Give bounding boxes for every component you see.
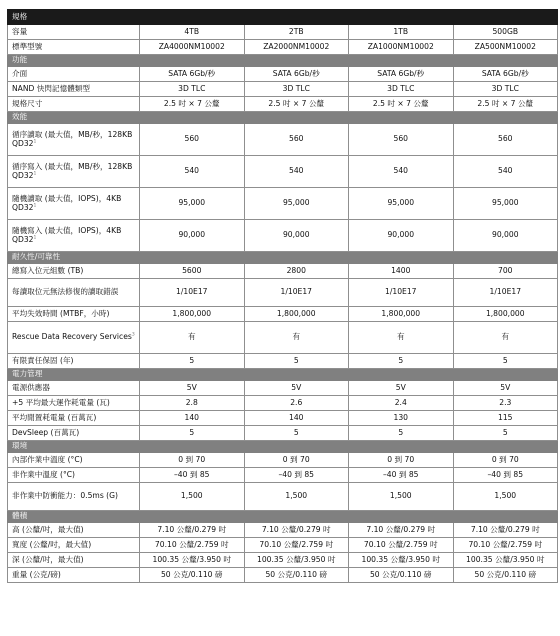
row-label: [8, 322, 140, 354]
cell-value: 有: [349, 322, 454, 354]
row-label-text: +5 平均最大運作耗電量 (瓦): [12, 397, 110, 407]
row-label-text: 深 (公釐/吋，最大值): [12, 554, 84, 564]
cell-value: 1,800,000: [140, 307, 245, 322]
cell-value: 100.35 公釐/3.950 吋: [140, 553, 245, 568]
row-label-text: DevSleep (百萬瓦): [12, 427, 80, 437]
cell-value: 50 公克/0.110 磅: [349, 568, 454, 583]
cell-value: 2.5 吋 × 7 公釐: [349, 97, 454, 112]
footnote-marker: 3: [131, 332, 135, 338]
model-1tb: ZA1000NM10002: [349, 40, 454, 55]
cell-value: 5: [349, 426, 454, 441]
table-row: [8, 483, 558, 511]
footnote-marker: 1: [33, 202, 37, 208]
table-row: [8, 67, 558, 82]
cell-value: 540: [140, 156, 245, 188]
table-row: [8, 97, 558, 112]
section-header: [8, 369, 558, 381]
table-row: [8, 220, 558, 252]
capacity-1tb: 1TB: [349, 25, 454, 40]
cell-value: 70.10 公釐/2.759 吋: [140, 538, 245, 553]
cell-value: 0 到 70: [140, 453, 245, 468]
row-label: [8, 483, 140, 511]
cell-value: 有: [244, 322, 349, 354]
cell-value: 3D TLC: [244, 82, 349, 97]
cell-value: 560: [453, 124, 558, 156]
cell-value: SATA 6Gb/秒: [140, 67, 245, 82]
table-row: [8, 354, 558, 369]
table-row: [8, 411, 558, 426]
model-4tb: ZA4000NM10002: [140, 40, 245, 55]
cell-value: SATA 6Gb/秒: [349, 67, 454, 82]
row-label-text: 每讀取位元無法修復的讀取錯誤: [12, 287, 119, 297]
row-label-text: 平均失效時間 (MTBF，小時): [12, 308, 110, 318]
row-label-text: 高 (公釐/吋，最大值): [12, 524, 84, 534]
cell-value: 90,000: [349, 220, 454, 252]
section-title: 功能: [8, 55, 558, 67]
cell-value: 2.3: [453, 396, 558, 411]
row-label: [8, 396, 140, 411]
row-label: [8, 220, 140, 252]
section-title: 電力管理: [8, 369, 558, 381]
model-2tb: ZA2000NM10002: [244, 40, 349, 55]
cell-value: 90,000: [453, 220, 558, 252]
table-row: [8, 568, 558, 583]
row-label-text: 隨機寫入 (最大值，IOPS)，4KB QD32: [12, 225, 122, 244]
cell-value: 1,800,000: [244, 307, 349, 322]
cell-value: 2.5 吋 × 7 公釐: [453, 97, 558, 112]
cell-value: 1,500: [244, 483, 349, 511]
row-label: [8, 188, 140, 220]
row-label-text: 隨機讀取 (最大值，IOPS)，4KB QD32: [12, 193, 122, 212]
cell-value: 5V: [140, 381, 245, 396]
row-label-text: 寬度 (公釐/吋，最大值): [12, 539, 92, 549]
row-label-text: 規格尺寸: [12, 98, 43, 108]
cell-value: –40 到 85: [349, 468, 454, 483]
cell-value: 1/10E17: [140, 279, 245, 307]
title-row: [8, 10, 558, 25]
cell-value: –40 到 85: [140, 468, 245, 483]
cell-value: 2.5 吋 × 7 公釐: [244, 97, 349, 112]
table-row: [8, 426, 558, 441]
cell-value: 7.10 公釐/0.279 吋: [244, 523, 349, 538]
model-500gb: ZA500NM10002: [453, 40, 558, 55]
cell-value: –40 到 85: [244, 468, 349, 483]
row-label-text: 總寫入位元組數 (TB): [12, 265, 84, 275]
cell-value: 2.4: [349, 396, 454, 411]
table-row: [8, 396, 558, 411]
row-label: [8, 538, 140, 553]
table-row: [8, 279, 558, 307]
cell-value: 115: [453, 411, 558, 426]
row-label: [8, 468, 140, 483]
cell-value: 100.35 公釐/3.950 吋: [244, 553, 349, 568]
cell-value: 5: [244, 426, 349, 441]
row-label-text: 平均閒置耗電量 (百萬瓦): [12, 412, 97, 422]
cell-value: 5600: [140, 264, 245, 279]
cell-value: 有: [453, 322, 558, 354]
row-label-text: 非作業中防衝能力：0.5ms (G): [12, 491, 118, 501]
table-row: [8, 468, 558, 483]
cell-value: 95,000: [453, 188, 558, 220]
cell-value: 560: [140, 124, 245, 156]
table-row: [8, 538, 558, 553]
table-row: [8, 307, 558, 322]
cell-value: 5: [140, 354, 245, 369]
row-label-text: 介面: [12, 68, 28, 78]
cell-value: 95,000: [140, 188, 245, 220]
row-label: [8, 411, 140, 426]
cell-value: 有: [140, 322, 245, 354]
cell-value: 540: [349, 156, 454, 188]
footnote-marker: 1: [33, 138, 37, 144]
table-row: [8, 523, 558, 538]
cell-value: 0 到 70: [349, 453, 454, 468]
cell-value: 90,000: [244, 220, 349, 252]
model-label: 標準型號: [8, 40, 140, 55]
section-header: [8, 112, 558, 124]
cell-value: 3D TLC: [349, 82, 454, 97]
cell-value: 5: [453, 354, 558, 369]
table-row: [8, 124, 558, 156]
row-label: [8, 553, 140, 568]
section-title: 體積: [8, 511, 558, 523]
cell-value: 1,800,000: [453, 307, 558, 322]
cell-value: 1400: [349, 264, 454, 279]
cell-value: 5: [349, 354, 454, 369]
cell-value: 2.5 吋 × 7 公釐: [140, 97, 245, 112]
capacity-2tb: 2TB: [244, 25, 349, 40]
cell-value: 700: [453, 264, 558, 279]
cell-value: 1/10E17: [349, 279, 454, 307]
table-row: [8, 156, 558, 188]
cell-value: 70.10 公釐/2.759 吋: [349, 538, 454, 553]
section-header: [8, 252, 558, 264]
cell-value: 5: [244, 354, 349, 369]
row-label: [8, 124, 140, 156]
cell-value: 7.10 公釐/0.279 吋: [349, 523, 454, 538]
cell-value: 1,500: [453, 483, 558, 511]
cell-value: 2.8: [140, 396, 245, 411]
cell-value: 100.35 公釐/3.950 吋: [453, 553, 558, 568]
cell-value: 3D TLC: [140, 82, 245, 97]
table-row: [8, 322, 558, 354]
cell-value: 1,800,000: [349, 307, 454, 322]
cell-value: 95,000: [244, 188, 349, 220]
model-row: [8, 40, 558, 55]
row-label-text: Rescue Data Recovery Services: [12, 332, 132, 342]
spec-table-body: [8, 10, 558, 583]
cell-value: 1,500: [349, 483, 454, 511]
cell-value: 1/10E17: [453, 279, 558, 307]
cell-value: 50 公克/0.110 磅: [244, 568, 349, 583]
cell-value: 1,500: [140, 483, 245, 511]
cell-value: SATA 6Gb/秒: [244, 67, 349, 82]
section-header: [8, 511, 558, 523]
row-label: [8, 426, 140, 441]
row-label: [8, 97, 140, 112]
row-label-text: 有限責任保固 (年): [12, 355, 74, 365]
table-row: [8, 264, 558, 279]
row-label: [8, 453, 140, 468]
section-title: 耐久性/可靠性: [8, 252, 558, 264]
row-label: [8, 264, 140, 279]
cell-value: 50 公克/0.110 磅: [140, 568, 245, 583]
row-label: [8, 381, 140, 396]
cell-value: 540: [244, 156, 349, 188]
row-label: [8, 279, 140, 307]
footnote-marker: 1: [33, 234, 37, 240]
cell-value: 5V: [244, 381, 349, 396]
row-label: [8, 568, 140, 583]
cell-value: 2800: [244, 264, 349, 279]
cell-value: 5: [453, 426, 558, 441]
cell-value: 1/10E17: [244, 279, 349, 307]
row-label-text: 電源供應器: [12, 382, 50, 392]
table-row: [8, 381, 558, 396]
capacity-row: [8, 25, 558, 40]
table-title: 規格: [8, 10, 558, 25]
section-header: [8, 55, 558, 67]
cell-value: 5V: [349, 381, 454, 396]
capacity-4tb: 4TB: [140, 25, 245, 40]
cell-value: 560: [349, 124, 454, 156]
cell-value: 70.10 公釐/2.759 吋: [453, 538, 558, 553]
cell-value: 95,000: [349, 188, 454, 220]
cell-value: 0 到 70: [244, 453, 349, 468]
row-label-text: 循序寫入 (最大值，MB/秒，128KB QD32: [12, 161, 133, 180]
cell-value: 540: [453, 156, 558, 188]
table-row: [8, 188, 558, 220]
table-row: [8, 553, 558, 568]
cell-value: 5V: [453, 381, 558, 396]
capacity-500gb: 500GB: [453, 25, 558, 40]
cell-value: 0 到 70: [453, 453, 558, 468]
cell-value: 50 公克/0.110 磅: [453, 568, 558, 583]
cell-value: SATA 6Gb/秒: [453, 67, 558, 82]
cell-value: 5: [140, 426, 245, 441]
row-label-text: 非作業中溫度 (°C): [12, 469, 75, 479]
cell-value: 140: [140, 411, 245, 426]
row-label: [8, 354, 140, 369]
cell-value: 7.10 公釐/0.279 吋: [453, 523, 558, 538]
cell-value: 70.10 公釐/2.759 吋: [244, 538, 349, 553]
table-row: [8, 82, 558, 97]
section-title: 效能: [8, 112, 558, 124]
cell-value: 90,000: [140, 220, 245, 252]
row-label: [8, 307, 140, 322]
row-label: [8, 67, 140, 82]
cell-value: 560: [244, 124, 349, 156]
row-label-text: NAND 快閃記憶體類型: [12, 83, 90, 93]
cell-value: 7.10 公釐/0.279 吋: [140, 523, 245, 538]
cell-value: –40 到 85: [453, 468, 558, 483]
cell-value: 130: [349, 411, 454, 426]
cell-value: 3D TLC: [453, 82, 558, 97]
row-label-text: 循序讀取 (最大值，MB/秒，128KB QD32: [12, 129, 133, 148]
table-row: [8, 453, 558, 468]
cell-value: 2.6: [244, 396, 349, 411]
section-title: 環境: [8, 441, 558, 453]
row-label: [8, 156, 140, 188]
cell-value: 100.35 公釐/3.950 吋: [349, 553, 454, 568]
row-label: [8, 82, 140, 97]
cell-value: 140: [244, 411, 349, 426]
footnote-marker: 1: [33, 170, 37, 176]
row-label-text: 重量 (公克/磅): [12, 569, 61, 579]
capacity-label: 容量: [8, 25, 140, 40]
spec-table: [7, 9, 558, 583]
section-header: [8, 441, 558, 453]
row-label-text: 內部作業中溫度 (°C): [12, 454, 83, 464]
row-label: [8, 523, 140, 538]
